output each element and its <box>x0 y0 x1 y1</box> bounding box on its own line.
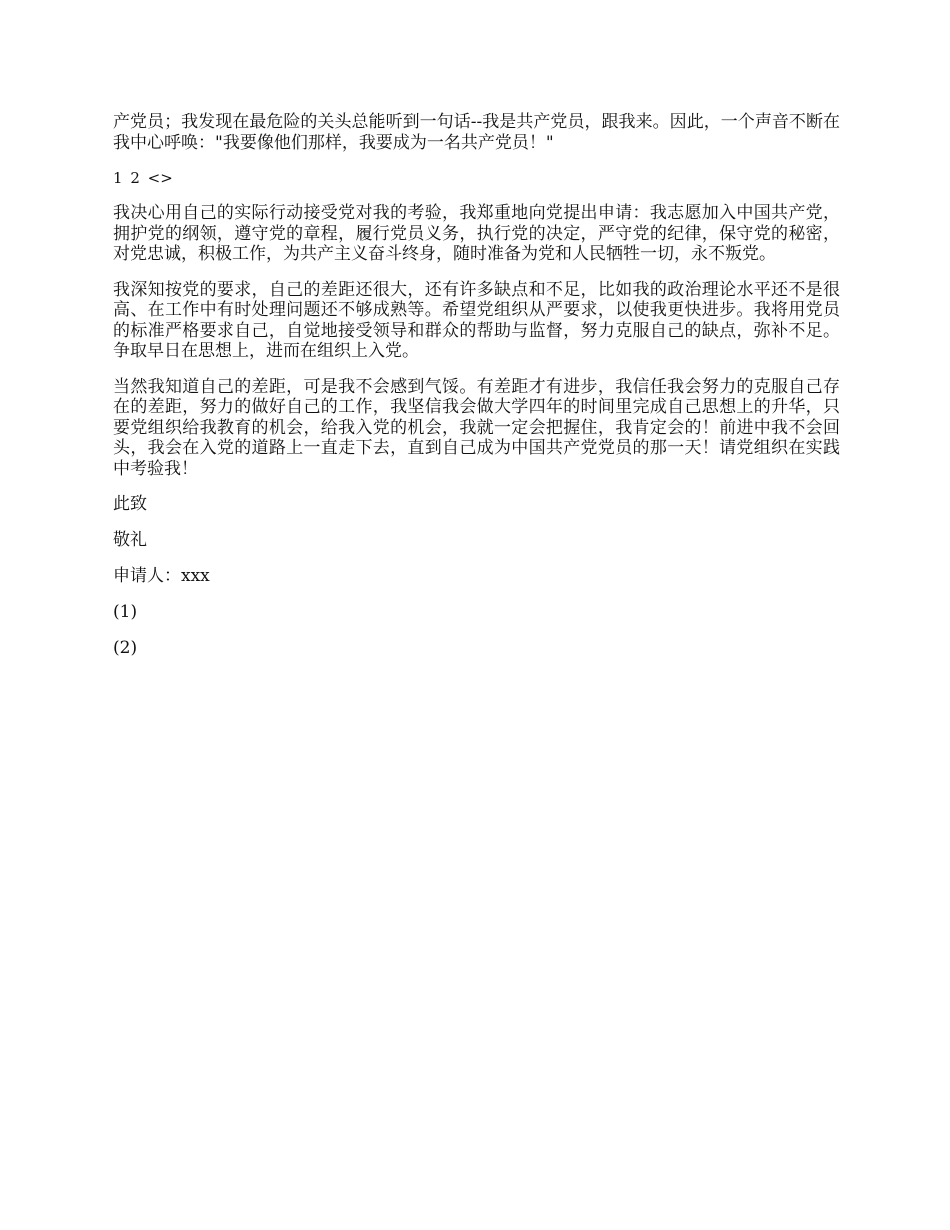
page-link-2[interactable]: 2 <box>130 169 140 187</box>
prev-page-link[interactable]: < <box>147 169 161 187</box>
document-page <box>113 112 840 674</box>
next-page-link[interactable]: > <box>160 169 173 187</box>
page-link-1[interactable]: 1 <box>113 169 123 187</box>
closing-text: 此致 <box>113 494 147 514</box>
pagination <box>113 168 840 188</box>
salute-text: 敬礼 <box>113 530 147 550</box>
paragraph-resolve: 我决心用自己的实际行动接受党对我的考验，我郑重地向党提出申请：我志愿加入中国共产党，拥护党的纲领，遵守党的章程，履行党员义务，执行党的决定，严守党的纪律，保守党的秘密，对党忠诚，积极工作，为共产主义奋斗终身，随时准备为党和人民牺牲一切，永不叛党。 <box>113 203 840 264</box>
note-1: (1) <box>113 602 138 622</box>
applicant-signature: 申请人：xxx <box>113 566 210 586</box>
paragraph-shortcomings: 我深知按党的要求，自己的差距还很大，还有许多缺点和不足，比如我的政治理论水平还不是很高、在工作中有时处理问题还不够成熟等。希望党组织从严要求，以使我更快进步。我将用党员的标准严格要求自己，自觉地接受领导和群众的帮助与监督，努力克服自己的缺点，弥补不足。争取早日在思想上，进而在组织上入党。 <box>113 279 840 361</box>
paragraph-intro: 产党员；我发现在最危险的关头总能听到一句话--我是共产党员，跟我来。因此，一个声音不断在我中心呼唤："我要像他们那样，我要成为一名共产党员！" <box>113 112 840 153</box>
note-2: (2) <box>113 638 138 658</box>
paragraph-commitment: 当然我知道自己的差距，可是我不会感到气馁。有差距才有进步，我信任我会努力的克服自己存在的差距，努力的做好自己的工作，我坚信我会做大学四年的时间里完成自己思想上的升华，只要党组织给我教育的机会，给我入党的机会，我就一定会把握住，我肯定会的！前进中我不会回头，我会在入党的道路上一直走下去，直到自己成为中国共产党党员的那一天！请党组织在实践中考验我！ <box>113 376 840 479</box>
